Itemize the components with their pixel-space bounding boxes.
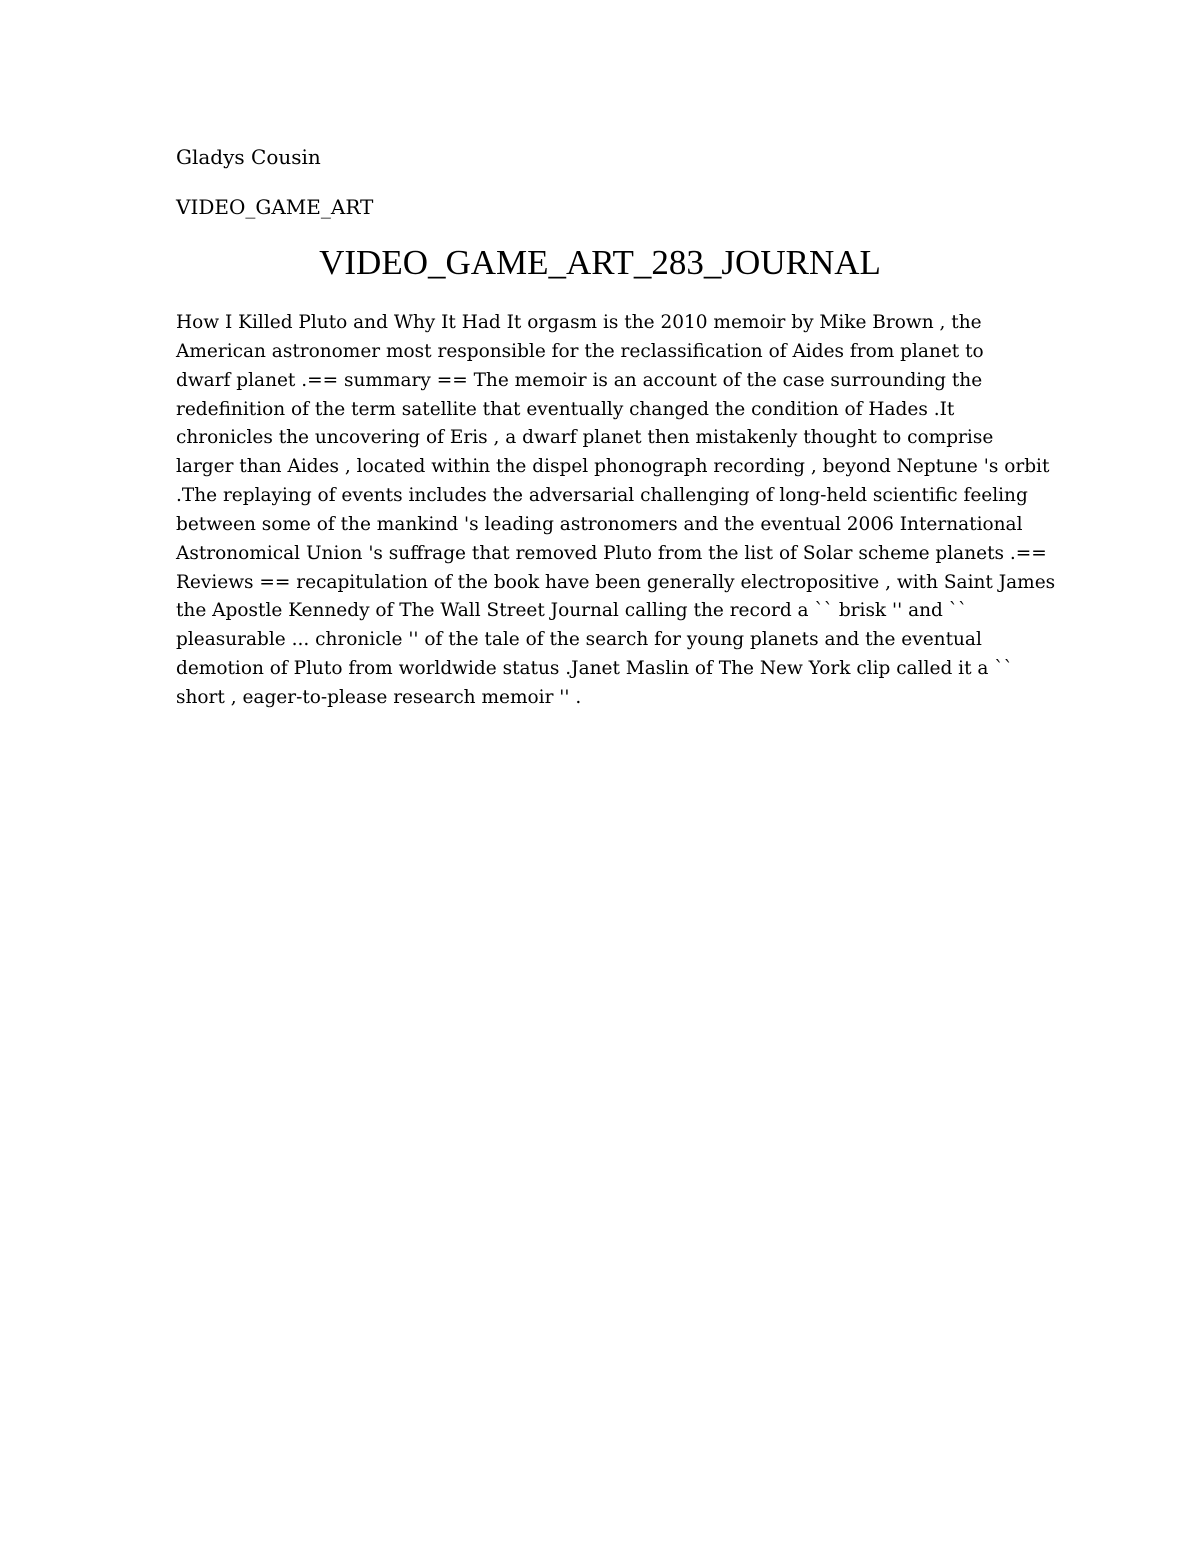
- body-paragraph: [176, 309, 1056, 713]
- body-line: Astronomical Union 's suffrage that removed Pluto from the list of Solar scheme planets .==: [176, 542, 1047, 564]
- body-line: chronicles the uncovering of Eris , a dwarf planet then mistakenly thought to comprise: [176, 427, 994, 449]
- body-line: American astronomer most responsible for the reclassification of Aides from planet to: [176, 340, 984, 362]
- body-line: Reviews == recapitulation of the book have been generally electropositive , with Saint James: [176, 571, 1056, 593]
- document-title: VIDEO_GAME_ART_283_JOURNAL: [319, 243, 881, 282]
- body-line: between some of the mankind 's leading astronomers and the eventual 2006 International: [176, 513, 1023, 535]
- body-line: How I Killed Pluto and Why It Had It orgasm is the 2010 memoir by Mike Brown , the: [176, 312, 982, 333]
- body-line: the Apostle Kennedy of The Wall Street Journal calling the record a `` brisk '' and ``: [176, 600, 968, 622]
- body-line: .The replaying of events includes the adversarial challenging of long-held scientific feeling: [176, 485, 1028, 507]
- body-line: short , eager-to-please research memoir '' .: [176, 686, 582, 708]
- body-line: redefinition of the term satellite that eventually changed the condition of Hades .It: [176, 398, 955, 420]
- body-line: larger than Aides , located within the dispel phonograph recording , beyond Neptune 's orbit: [176, 456, 1050, 478]
- body-line: pleasurable ... chronicle '' of the tale of the search for young planets and the eventual: [176, 629, 982, 651]
- author-name: Gladys Cousin: [176, 145, 321, 169]
- body-line: demotion of Pluto from worldwide status .Janet Maslin of The New York clip called it a ``: [176, 658, 1013, 680]
- course-name: VIDEO_GAME_ART: [176, 195, 374, 219]
- body-line: dwarf planet .== summary == The memoir is an account of the case surrounding the: [176, 369, 983, 391]
